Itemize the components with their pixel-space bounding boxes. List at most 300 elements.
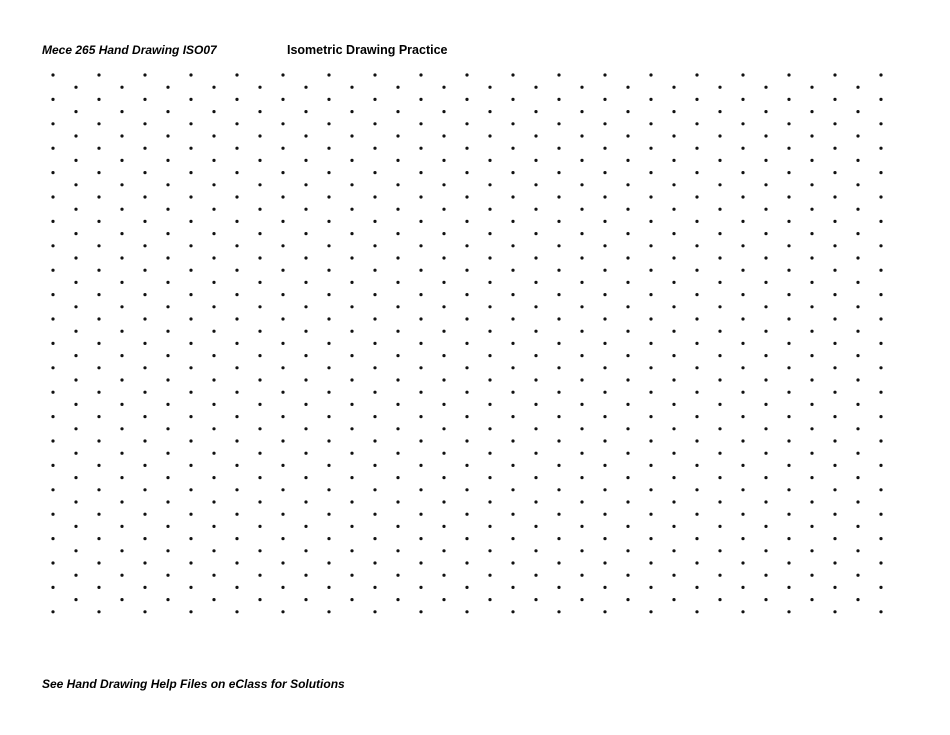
grid-dot [419, 439, 422, 442]
grid-dot [856, 183, 859, 186]
grid-dot [51, 220, 54, 223]
grid-dot [189, 537, 192, 540]
grid-dot [787, 73, 790, 76]
grid-dot [51, 317, 54, 320]
grid-dot [327, 561, 330, 564]
grid-dot [51, 244, 54, 247]
grid-dot [97, 488, 100, 491]
grid-dot [235, 415, 238, 418]
grid-dot [281, 269, 284, 272]
grid-dot [235, 464, 238, 467]
grid-dot [764, 525, 767, 528]
grid-dot [304, 452, 307, 455]
grid-dot [626, 452, 629, 455]
grid-dot [810, 232, 813, 235]
grid-dot [879, 439, 882, 442]
grid-dot [258, 256, 261, 259]
grid-dot [626, 476, 629, 479]
grid-dot [304, 427, 307, 430]
grid-dot [97, 122, 100, 125]
grid-dot [281, 610, 284, 613]
grid-dot [396, 354, 399, 357]
grid-dot [833, 610, 836, 613]
grid-dot [373, 147, 376, 150]
grid-dot [557, 73, 560, 76]
grid-dot [764, 134, 767, 137]
grid-dot [74, 500, 77, 503]
grid-dot [189, 269, 192, 272]
grid-dot [718, 208, 721, 211]
grid-dot [189, 464, 192, 467]
grid-dot [810, 476, 813, 479]
grid-dot [419, 561, 422, 564]
grid-dot [166, 208, 169, 211]
grid-dot [396, 330, 399, 333]
grid-dot [787, 415, 790, 418]
grid-dot [212, 110, 215, 113]
grid-dot [833, 342, 836, 345]
grid-dot [235, 537, 238, 540]
grid-dot [465, 195, 468, 198]
grid-dot [672, 256, 675, 259]
grid-dot [350, 378, 353, 381]
grid-dot [465, 488, 468, 491]
grid-dot [580, 134, 583, 137]
grid-dot [373, 342, 376, 345]
grid-dot [580, 86, 583, 89]
grid-dot [741, 342, 744, 345]
grid-dot [189, 195, 192, 198]
grid-dot [810, 208, 813, 211]
grid-dot [534, 427, 537, 430]
grid-dot [97, 317, 100, 320]
grid-dot [787, 147, 790, 150]
grid-dot [51, 537, 54, 540]
grid-dot [189, 220, 192, 223]
grid-dot [672, 110, 675, 113]
grid-dot [281, 98, 284, 101]
grid-dot [764, 549, 767, 552]
grid-dot [235, 269, 238, 272]
grid-dot [580, 183, 583, 186]
grid-dot [856, 525, 859, 528]
grid-dot [810, 500, 813, 503]
grid-dot [97, 610, 100, 613]
grid-dot [511, 269, 514, 272]
grid-dot [833, 73, 836, 76]
grid-dot [810, 354, 813, 357]
grid-dot [856, 452, 859, 455]
grid-dot [281, 122, 284, 125]
grid-dot [718, 256, 721, 259]
grid-dot [304, 110, 307, 113]
grid-dot [166, 427, 169, 430]
grid-dot [143, 561, 146, 564]
grid-dot [879, 269, 882, 272]
grid-dot [879, 610, 882, 613]
grid-dot [189, 98, 192, 101]
grid-dot [580, 598, 583, 601]
grid-dot [373, 391, 376, 394]
grid-dot [718, 574, 721, 577]
grid-dot [603, 244, 606, 247]
grid-dot [51, 195, 54, 198]
grid-dot [189, 561, 192, 564]
grid-dot [143, 147, 146, 150]
grid-dot [281, 561, 284, 564]
grid-dot [212, 86, 215, 89]
grid-dot [327, 513, 330, 516]
grid-dot [787, 513, 790, 516]
grid-dot [212, 281, 215, 284]
grid-dot [764, 86, 767, 89]
grid-dot [212, 525, 215, 528]
grid-dot [557, 586, 560, 589]
grid-dot [649, 122, 652, 125]
grid-dot [281, 195, 284, 198]
grid-dot [833, 98, 836, 101]
grid-dot [718, 159, 721, 162]
grid-dot [534, 574, 537, 577]
grid-dot [51, 439, 54, 442]
grid-dot [465, 366, 468, 369]
grid-dot [442, 305, 445, 308]
grid-dot [258, 427, 261, 430]
grid-dot [442, 281, 445, 284]
grid-dot [603, 342, 606, 345]
grid-dot [327, 244, 330, 247]
grid-dot [212, 427, 215, 430]
grid-dot [74, 232, 77, 235]
grid-dot [442, 86, 445, 89]
grid-dot [879, 73, 882, 76]
grid-dot [856, 403, 859, 406]
grid-dot [258, 476, 261, 479]
grid-dot [557, 537, 560, 540]
grid-dot [879, 122, 882, 125]
grid-dot [373, 122, 376, 125]
grid-dot [649, 561, 652, 564]
grid-dot [51, 415, 54, 418]
grid-dot [212, 500, 215, 503]
grid-dot [304, 86, 307, 89]
grid-dot [580, 281, 583, 284]
grid-dot [396, 452, 399, 455]
grid-dot [373, 488, 376, 491]
grid-dot [120, 208, 123, 211]
grid-dot [258, 281, 261, 284]
grid-dot [350, 427, 353, 430]
grid-dot [741, 195, 744, 198]
grid-dot [580, 354, 583, 357]
grid-dot [741, 561, 744, 564]
grid-dot [327, 464, 330, 467]
grid-dot [51, 147, 54, 150]
grid-dot [488, 525, 491, 528]
grid-dot [879, 195, 882, 198]
grid-dot [603, 513, 606, 516]
grid-dot [580, 427, 583, 430]
grid-dot [580, 476, 583, 479]
grid-dot [465, 244, 468, 247]
grid-dot [327, 317, 330, 320]
grid-dot [396, 305, 399, 308]
grid-dot [235, 366, 238, 369]
grid-dot [51, 269, 54, 272]
grid-dot [350, 159, 353, 162]
grid-dot [419, 244, 422, 247]
grid-dot [304, 574, 307, 577]
grid-dot [212, 134, 215, 137]
grid-dot [626, 378, 629, 381]
grid-dot [672, 598, 675, 601]
grid-dot [833, 415, 836, 418]
grid-dot [787, 98, 790, 101]
grid-dot [741, 122, 744, 125]
grid-dot [764, 305, 767, 308]
grid-dot [212, 354, 215, 357]
grid-dot [166, 598, 169, 601]
grid-dot [74, 427, 77, 430]
grid-dot [120, 330, 123, 333]
grid-dot [304, 159, 307, 162]
grid-dot [396, 183, 399, 186]
grid-dot [603, 391, 606, 394]
grid-dot [856, 208, 859, 211]
grid-dot [856, 427, 859, 430]
grid-dot [672, 183, 675, 186]
grid-dot [511, 98, 514, 101]
grid-dot [442, 256, 445, 259]
grid-dot [626, 256, 629, 259]
grid-dot [787, 391, 790, 394]
grid-dot [695, 342, 698, 345]
grid-dot [764, 281, 767, 284]
grid-dot [51, 561, 54, 564]
grid-dot [235, 98, 238, 101]
grid-dot [787, 269, 790, 272]
grid-dot [534, 110, 537, 113]
grid-dot [580, 305, 583, 308]
grid-dot [396, 549, 399, 552]
grid-dot [258, 574, 261, 577]
grid-dot [787, 464, 790, 467]
grid-dot [442, 378, 445, 381]
grid-dot [373, 293, 376, 296]
grid-dot [534, 598, 537, 601]
grid-dot [143, 586, 146, 589]
grid-dot [235, 439, 238, 442]
grid-dot [51, 171, 54, 174]
grid-dot [695, 98, 698, 101]
grid-dot [465, 439, 468, 442]
grid-dot [51, 488, 54, 491]
grid-dot [258, 134, 261, 137]
grid-dot [166, 525, 169, 528]
grid-dot [120, 281, 123, 284]
grid-dot [626, 110, 629, 113]
grid-dot [74, 305, 77, 308]
grid-dot [419, 513, 422, 516]
grid-dot [718, 330, 721, 333]
grid-dot [189, 293, 192, 296]
grid-dot [833, 317, 836, 320]
grid-dot [442, 476, 445, 479]
grid-dot [626, 500, 629, 503]
grid-dot [120, 403, 123, 406]
grid-dot [833, 586, 836, 589]
grid-dot [672, 208, 675, 211]
grid-dot [511, 513, 514, 516]
grid-dot [603, 464, 606, 467]
grid-dot [258, 159, 261, 162]
grid-dot [120, 500, 123, 503]
grid-dot [350, 330, 353, 333]
grid-dot [856, 232, 859, 235]
grid-dot [74, 549, 77, 552]
grid-dot [695, 439, 698, 442]
grid-dot [51, 73, 54, 76]
grid-dot [764, 232, 767, 235]
grid-dot [511, 561, 514, 564]
grid-dot [189, 439, 192, 442]
grid-dot [258, 500, 261, 503]
grid-dot [396, 525, 399, 528]
grid-dot [580, 378, 583, 381]
grid-dot [74, 256, 77, 259]
grid-dot [281, 537, 284, 540]
grid-dot [419, 488, 422, 491]
grid-dot [741, 391, 744, 394]
grid-dot [672, 134, 675, 137]
grid-dot [258, 378, 261, 381]
grid-dot [235, 586, 238, 589]
grid-dot [235, 171, 238, 174]
grid-dot [511, 171, 514, 174]
grid-dot [419, 195, 422, 198]
grid-dot [97, 561, 100, 564]
grid-dot [258, 525, 261, 528]
grid-dot [557, 147, 560, 150]
grid-dot [511, 220, 514, 223]
grid-dot [143, 220, 146, 223]
grid-dot [419, 98, 422, 101]
grid-dot [787, 586, 790, 589]
grid-dot [235, 220, 238, 223]
grid-dot [281, 439, 284, 442]
grid-dot [258, 86, 261, 89]
grid-dot [764, 598, 767, 601]
grid-dot [258, 598, 261, 601]
grid-dot [488, 330, 491, 333]
grid-dot [327, 147, 330, 150]
grid-dot [350, 208, 353, 211]
grid-dot [143, 195, 146, 198]
grid-dot [120, 598, 123, 601]
grid-dot [396, 281, 399, 284]
grid-dot [695, 269, 698, 272]
grid-dot [350, 183, 353, 186]
grid-dot [603, 586, 606, 589]
grid-dot [488, 549, 491, 552]
grid-dot [626, 330, 629, 333]
grid-dot [442, 525, 445, 528]
grid-dot [718, 525, 721, 528]
grid-dot [580, 525, 583, 528]
grid-dot [143, 122, 146, 125]
grid-dot [442, 500, 445, 503]
grid-dot [51, 122, 54, 125]
grid-dot [442, 183, 445, 186]
grid-dot [488, 86, 491, 89]
grid-dot [626, 574, 629, 577]
grid-dot [764, 354, 767, 357]
grid-dot [120, 134, 123, 137]
grid-dot [672, 159, 675, 162]
grid-dot [856, 159, 859, 162]
grid-dot [833, 513, 836, 516]
grid-dot [304, 232, 307, 235]
grid-dot [373, 561, 376, 564]
grid-dot [74, 330, 77, 333]
grid-dot [649, 147, 652, 150]
grid-dot [488, 500, 491, 503]
grid-dot [281, 513, 284, 516]
grid-dot [741, 171, 744, 174]
grid-dot [350, 305, 353, 308]
grid-dot [695, 537, 698, 540]
grid-dot [695, 147, 698, 150]
grid-dot [396, 403, 399, 406]
grid-dot [557, 98, 560, 101]
grid-dot [74, 598, 77, 601]
grid-dot [212, 256, 215, 259]
grid-dot [74, 354, 77, 357]
grid-dot [557, 415, 560, 418]
grid-dot [97, 513, 100, 516]
grid-dot [419, 415, 422, 418]
grid-dot [442, 330, 445, 333]
grid-dot [764, 110, 767, 113]
grid-dot [810, 183, 813, 186]
grid-dot [258, 452, 261, 455]
grid-dot [51, 293, 54, 296]
grid-dot [695, 513, 698, 516]
grid-dot [166, 354, 169, 357]
grid-dot [327, 220, 330, 223]
grid-dot [396, 427, 399, 430]
grid-dot [741, 513, 744, 516]
grid-dot [143, 391, 146, 394]
grid-dot [327, 122, 330, 125]
grid-dot [718, 134, 721, 137]
grid-dot [718, 500, 721, 503]
grid-dot [304, 549, 307, 552]
grid-dot [649, 171, 652, 174]
grid-dot [97, 293, 100, 296]
grid-dot [626, 305, 629, 308]
grid-dot [557, 391, 560, 394]
grid-dot [534, 183, 537, 186]
grid-dot [695, 366, 698, 369]
grid-dot [580, 110, 583, 113]
grid-dot [166, 549, 169, 552]
grid-dot [856, 549, 859, 552]
grid-dot [488, 110, 491, 113]
grid-dot [557, 269, 560, 272]
grid-dot [304, 500, 307, 503]
grid-dot [189, 391, 192, 394]
